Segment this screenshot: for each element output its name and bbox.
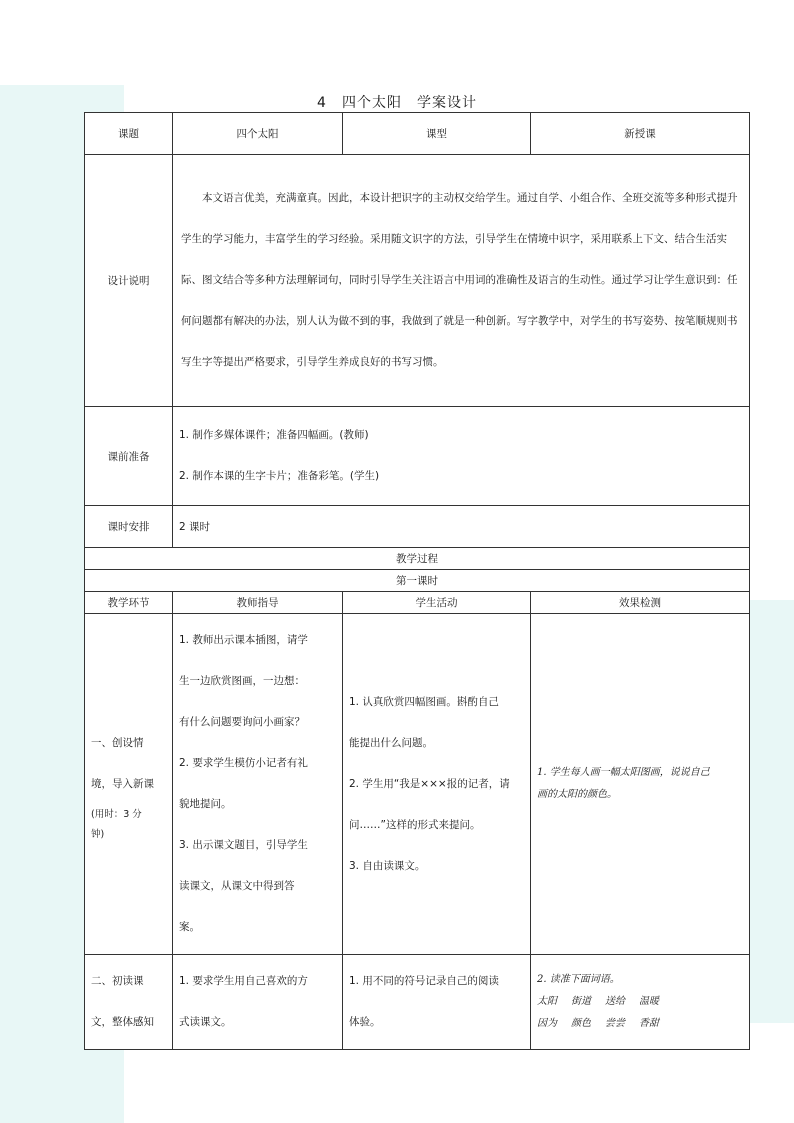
student-line: 1. 认真欣赏四幅图画。斟酌自己 <box>349 695 499 708</box>
stage-line: 二、初读课 <box>91 975 144 987</box>
teacher-line: 读课文，从课文中得到答 <box>179 880 295 892</box>
prep-label: 课前准备 <box>85 407 173 506</box>
check-word: 香甜 <box>639 1018 659 1029</box>
header-teacher: 教师指导 <box>173 592 343 614</box>
topic-label: 课题 <box>85 113 173 155</box>
design-text: 本文语言优美，充满童真。因此，本设计把识字的主动权交给学生。通过自学、小组合作、全班交流等多种形式提升学生的学习能力，丰富学生的学习经验。采用随文识字的方法，引导学生在情境中识字，采用联系上下文、结合生活实际、图文结合等多种方法理解词句，同时引导学生关注语言中用词的准确性及语言的生动性。通过学习让学生意识到：任何问题都有解决的办法，别人认为做不到的事，我做到了就是一种创新。写字教学中，对学生的书写姿势、按笔顺规则书写生字等提出严格要求，引导学生养成良好的书写习惯。 <box>173 155 750 407</box>
teacher-line: 有什么问题要询问小画家？ <box>179 716 305 728</box>
row-stage-1 <box>85 614 750 955</box>
check-line: 1. 学生每人画一幅太阳图画，说说自己 <box>537 767 710 778</box>
row-topic <box>85 113 750 155</box>
lesson-type-value: 新授课 <box>531 113 750 155</box>
check-word: 街道 <box>571 996 591 1007</box>
row-schedule <box>85 506 750 548</box>
teacher-line: 案。 <box>179 921 200 933</box>
check-word: 温暖 <box>639 996 659 1007</box>
header-check: 效果检测 <box>531 592 750 614</box>
row-stage-2 <box>85 955 750 1050</box>
topic-value: 四个太阳 <box>173 113 343 155</box>
row-lesson <box>85 570 750 592</box>
stage-2-name <box>85 955 173 1050</box>
row-process-title <box>85 548 750 570</box>
row-design <box>85 155 750 407</box>
row-headers <box>85 592 750 614</box>
stage-1-name <box>85 614 173 955</box>
page-title: 4 四个太阳 学案设计 <box>317 95 477 111</box>
stage-line: 文，整体感知 <box>91 1016 154 1028</box>
check-word: 送给 <box>605 996 625 1007</box>
check-title: 2. 读准下面词语。 <box>537 974 620 985</box>
stage-line: 一、创设情 <box>91 737 144 749</box>
stage-1-check <box>531 614 750 955</box>
header-stage: 教学环节 <box>85 592 173 614</box>
prep-item: 2. 制作本课的生字卡片；准备彩笔。(学生) <box>179 470 380 482</box>
check-word: 因为 <box>537 1018 557 1029</box>
stage-2-student <box>343 955 531 1050</box>
lesson-plan-table <box>84 112 750 1050</box>
teacher-line: 貌地提问。 <box>179 798 232 810</box>
stage-1-teacher <box>173 614 343 955</box>
design-label: 设计说明 <box>85 155 173 407</box>
teacher-line: 2. 要求学生模仿小记者有礼 <box>179 757 308 769</box>
schedule-value: 2 课时 <box>173 506 750 548</box>
student-line: 问……”这样的形式来提问。 <box>349 818 481 831</box>
stage-1-student <box>343 614 531 955</box>
check-word: 太阳 <box>537 996 557 1007</box>
teacher-line: 3. 出示课文题目，引导学生 <box>179 839 308 851</box>
right-margin-band <box>748 600 794 1023</box>
check-word: 颜色 <box>571 1018 591 1029</box>
check-line: 画的太阳的颜色。 <box>537 789 617 800</box>
student-line: 3. 自由读课文。 <box>349 859 426 872</box>
teacher-line: 式读课文。 <box>179 1016 232 1028</box>
prep-item: 1. 制作多媒体课件；准备四幅画。(教师) <box>179 429 369 441</box>
teacher-line: 1. 要求学生用自己喜欢的方 <box>179 975 308 987</box>
teacher-line: 1. 教师出示课本插图，请学 <box>179 634 308 646</box>
header-student: 学生活动 <box>343 592 531 614</box>
student-line: 2. 学生用“我是×××报的记者，请 <box>349 777 510 790</box>
prep-list <box>173 407 750 506</box>
student-line: 能提出什么问题。 <box>349 736 433 749</box>
stage-line: (用时：3 分 <box>91 809 142 820</box>
schedule-label: 课时安排 <box>85 506 173 548</box>
check-words-row <box>537 991 743 1013</box>
lesson-type-label: 课型 <box>343 113 531 155</box>
stage-2-teacher <box>173 955 343 1050</box>
stage-2-check <box>531 955 750 1050</box>
row-prep <box>85 407 750 506</box>
check-word: 尝尝 <box>605 1018 625 1029</box>
process-title: 教学过程 <box>85 548 750 570</box>
lesson-number: 第一课时 <box>85 570 750 592</box>
check-words-row <box>537 1013 743 1035</box>
teacher-line: 生一边欣赏图画，一边想： <box>179 675 305 687</box>
stage-line: 境，导入新课 <box>91 778 154 790</box>
stage-line: 钟) <box>91 829 105 840</box>
student-line: 1. 用不同的符号记录自己的阅读 <box>349 975 499 987</box>
student-line: 体验。 <box>349 1016 381 1028</box>
